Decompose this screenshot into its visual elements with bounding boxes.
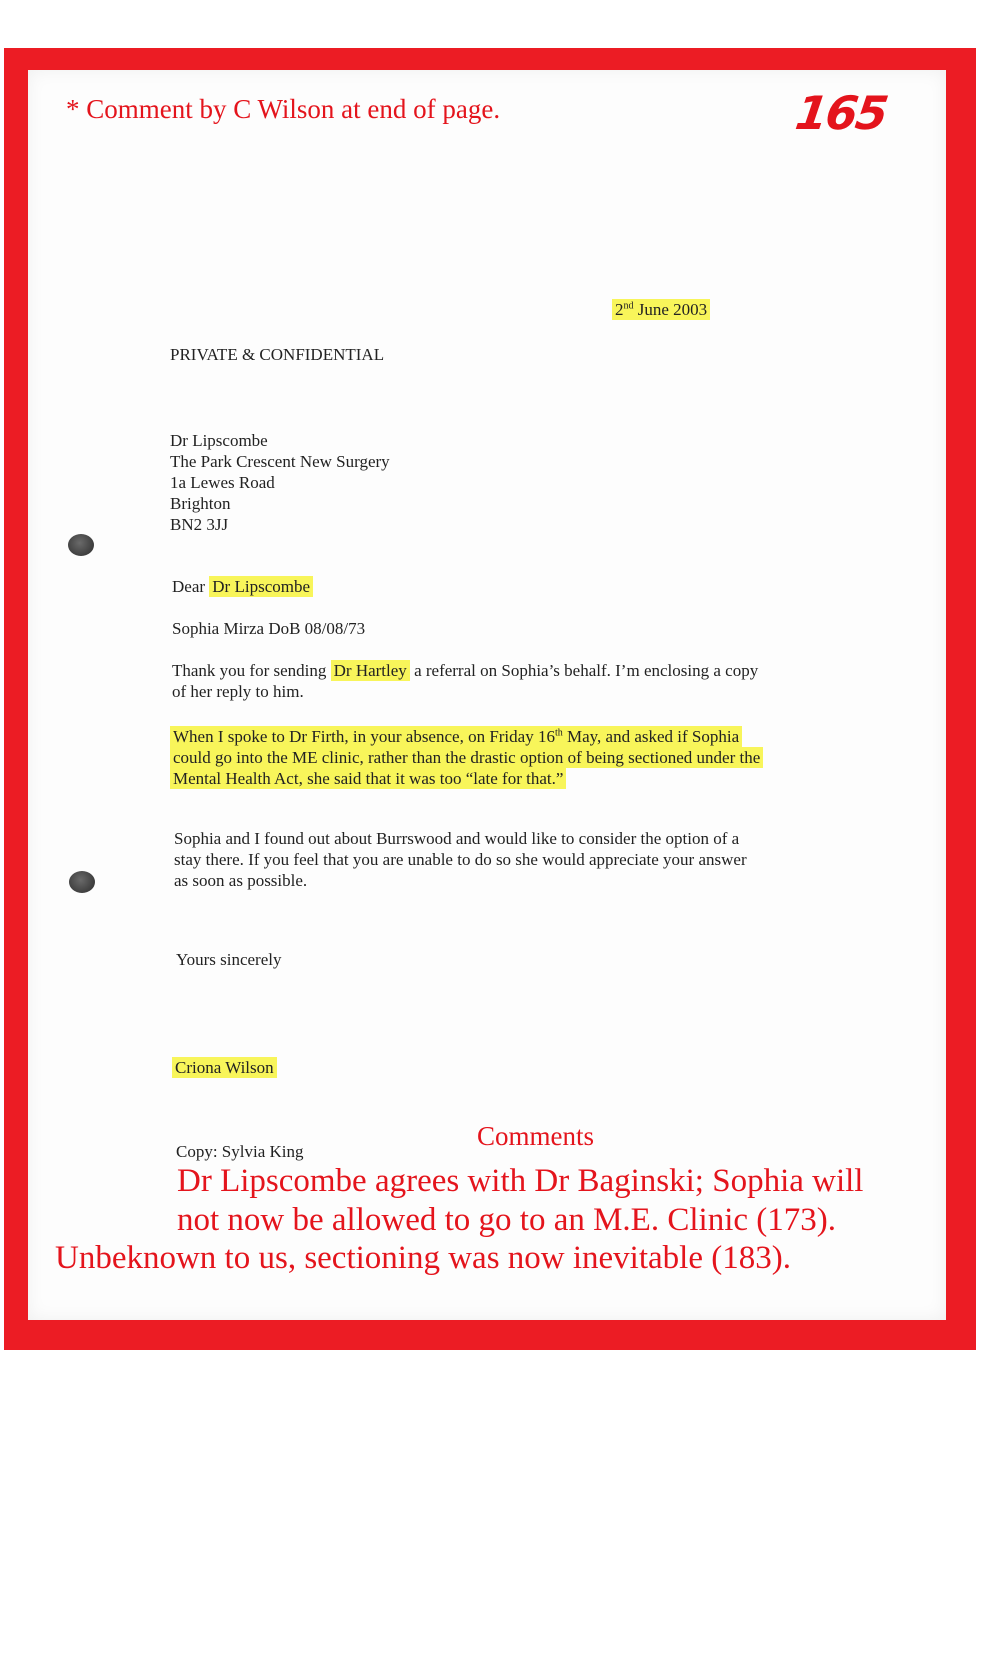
letter-date (612, 300, 710, 320)
para2-line1-a: When I spoke to Dr Firth, in your absence, on Friday 16 (173, 726, 555, 746)
punch-hole-bottom (69, 871, 95, 893)
para2-line3: Mental Health Act, she said that it was too “late for that.” (170, 768, 566, 789)
salutation-name: Dr Lipscombe (209, 576, 313, 597)
comment-line-1: Dr Lipscombe agrees with Dr Baginski; Sophia will (177, 1163, 864, 1199)
page-number: 165 (792, 86, 890, 140)
comment-line-2: not now be allowed to go to an M.E. Clinic (173). (177, 1202, 836, 1238)
para2-sup: th (554, 727, 563, 738)
recipient-street: 1a Lewes Road (170, 473, 275, 492)
date-suffix: nd (623, 300, 634, 312)
copy-line: Copy: Sylvia King (176, 1142, 304, 1161)
paragraph-2 (170, 722, 763, 789)
para2-line2: could go into the ME clinic, rather than the drastic option of being sectioned under the (170, 747, 763, 768)
closing: Yours sincerely (176, 950, 282, 969)
privacy-label: PRIVATE & CONFIDENTIAL (170, 345, 385, 364)
salutation (172, 577, 313, 597)
para2-line1-b: May, and asked if Sophia (562, 726, 740, 746)
comment-line-3: Unbeknown to us, sectioning was now inevitable (183). (55, 1240, 791, 1276)
para1-before: Thank you for sending (172, 661, 327, 680)
paragraph-3 (174, 828, 747, 891)
comment-note: * Comment by C Wilson at end of page. (66, 94, 501, 124)
para3-line2: stay there. If you feel that you are unable to do so she would appreciate your answer (174, 850, 747, 869)
para1-after: a referral on Sophia’s behalf. I’m enclosing a copy (414, 661, 759, 680)
date-month-year: June 2003 (633, 300, 708, 319)
paragraph-1 (172, 660, 758, 702)
recipient-name: Dr Lipscombe (170, 431, 268, 450)
signature (172, 1058, 277, 1078)
recipient-address (170, 430, 390, 535)
para1-highlight: Dr Hartley (331, 660, 410, 681)
punch-hole-top (68, 534, 94, 556)
signature-name: Criona Wilson (172, 1057, 277, 1078)
salutation-prefix: Dear (172, 577, 206, 596)
subject-line: Sophia Mirza DoB 08/08/73 (172, 619, 366, 638)
date-day: 2 (615, 300, 624, 319)
para1-line2: of her reply to him. (172, 682, 304, 701)
para3-line3: as soon as possible. (174, 871, 308, 890)
para3-line1: Sophia and I found out about Burrswood and would like to consider the option of a (174, 829, 740, 848)
recipient-town: Brighton (170, 494, 231, 513)
comments-heading: Comments (477, 1121, 595, 1151)
recipient-postcode: BN2 3JJ (170, 515, 229, 534)
recipient-surgery: The Park Crescent New Surgery (170, 452, 390, 471)
